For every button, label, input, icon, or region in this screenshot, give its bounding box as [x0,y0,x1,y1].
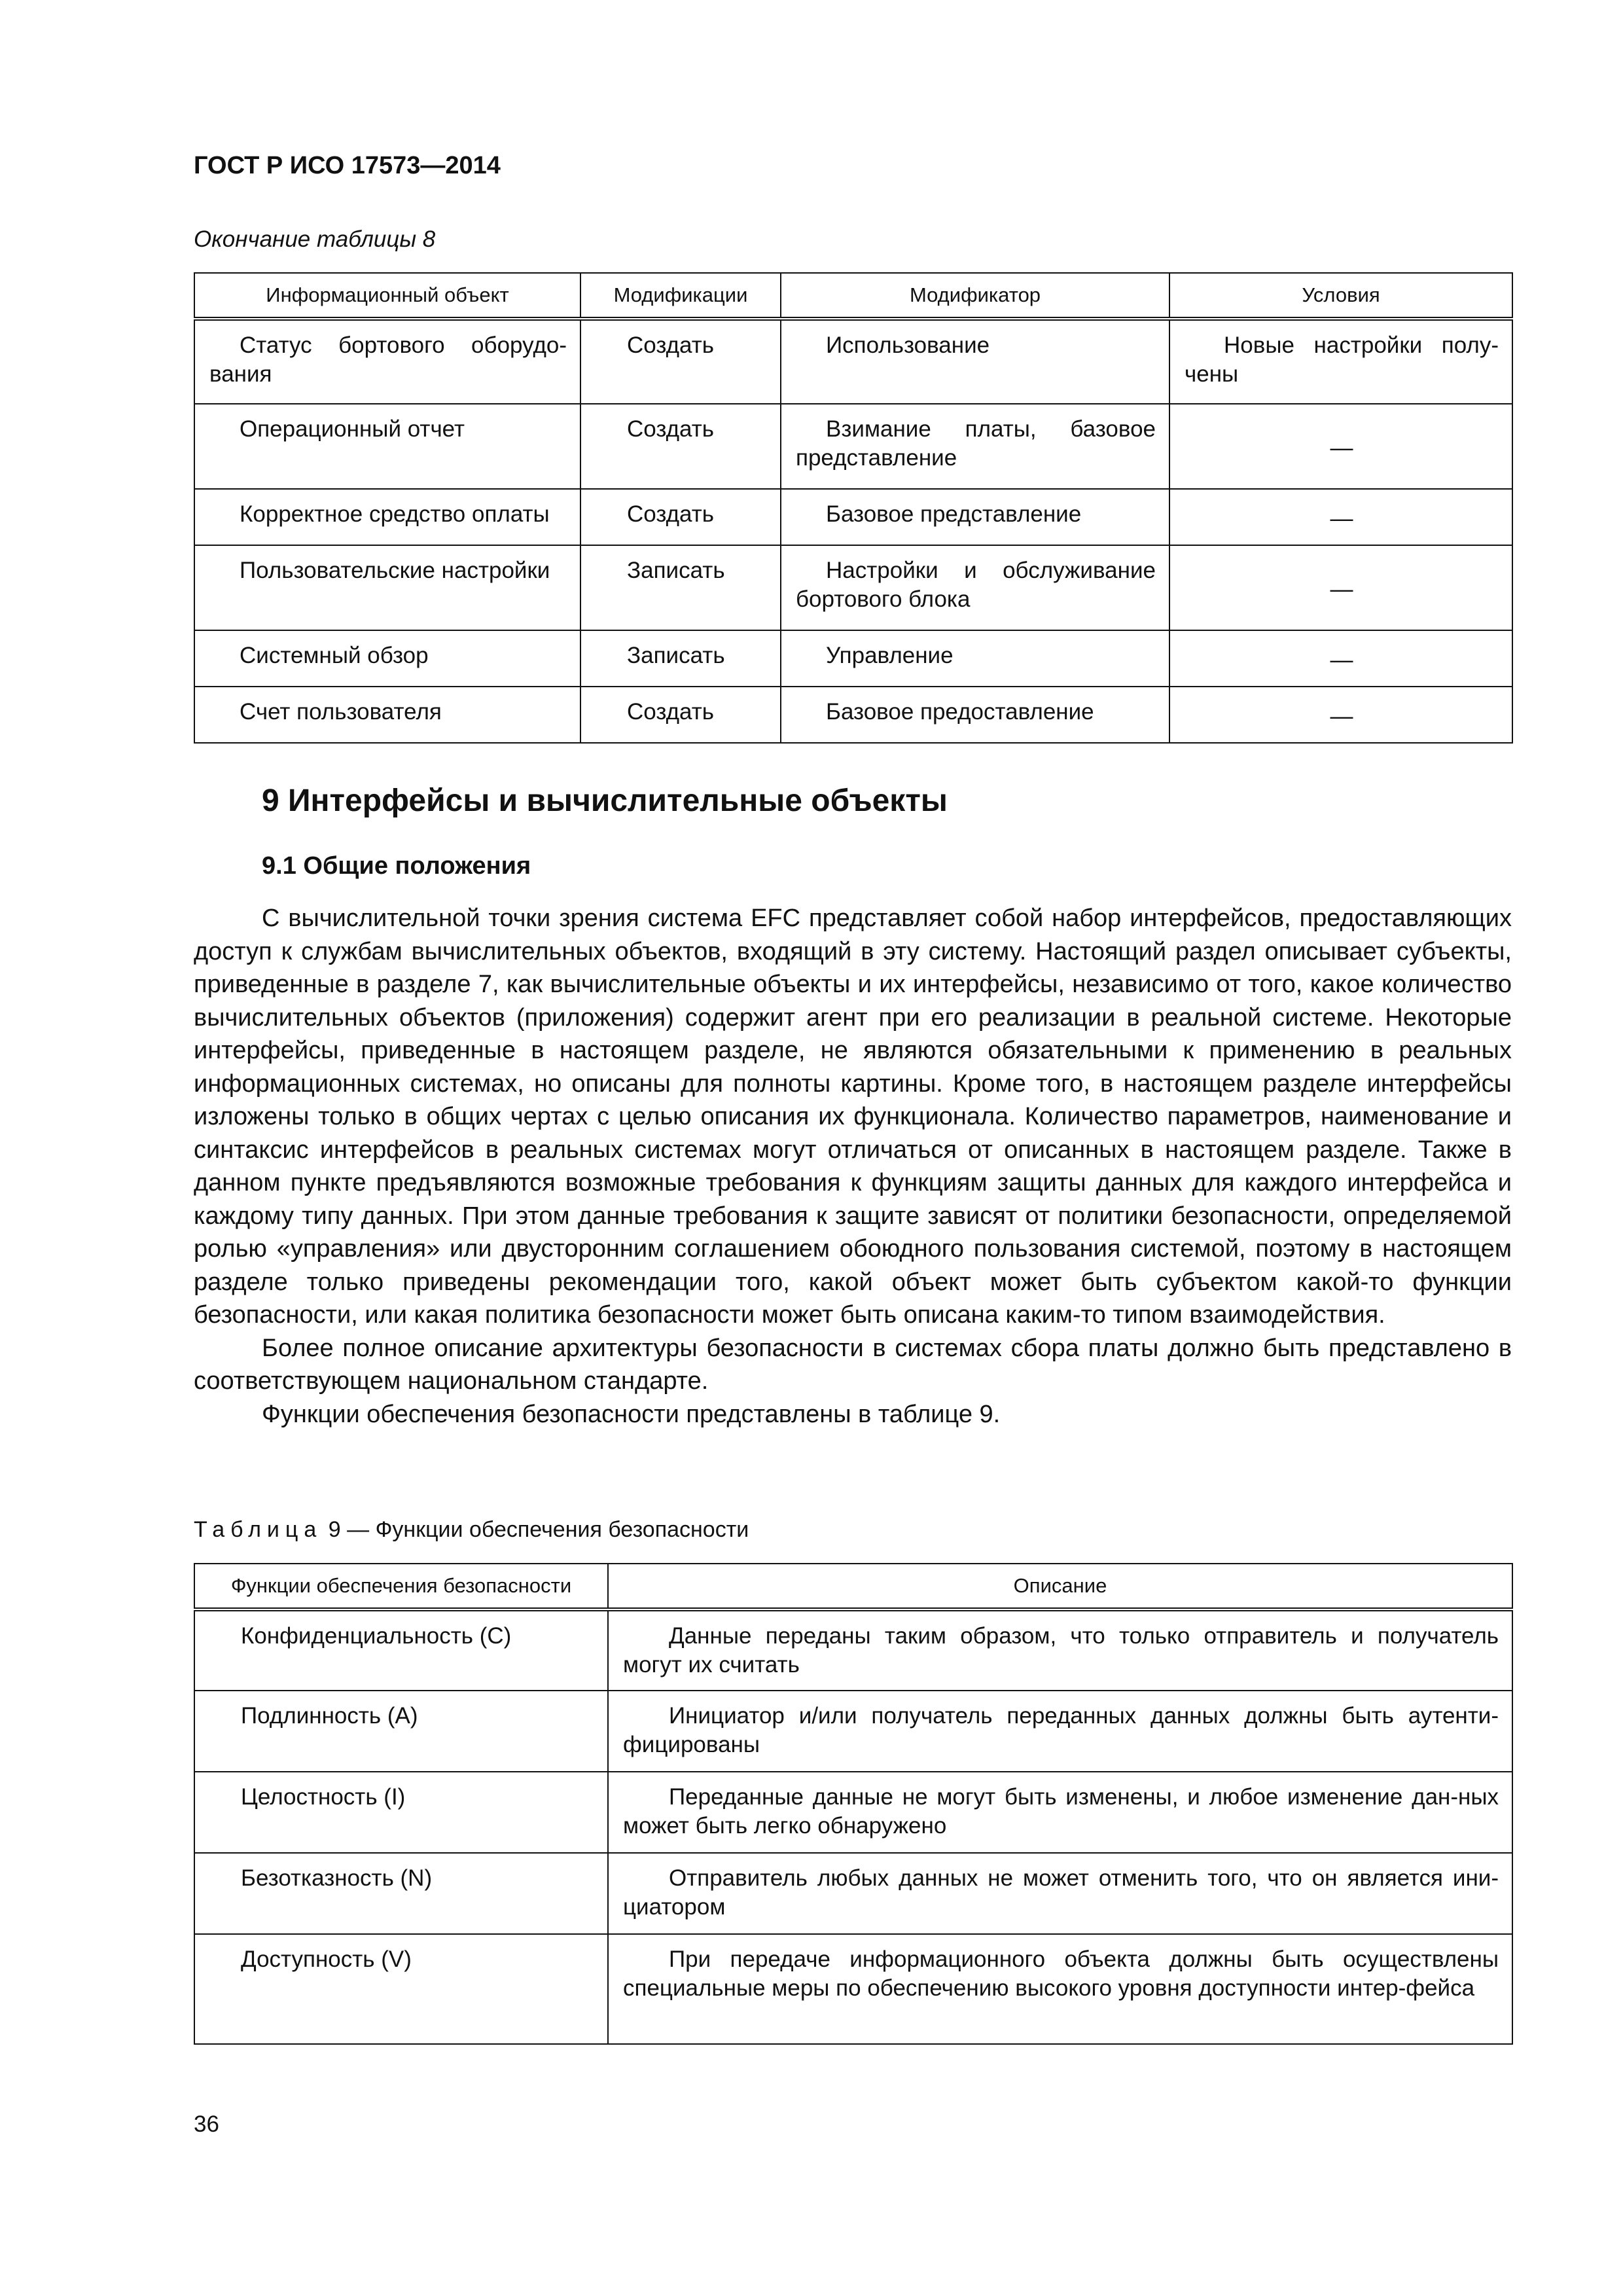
modification-cell: Записать [580,630,781,687]
modifier-cell: Использование [781,319,1169,404]
column-header: Информационный объект [194,273,580,319]
table-row [194,1853,1512,1934]
function-cell: Целостность (I) [194,1772,608,1853]
paragraph: Более полное описание архитектуры безопасности в системах сбора платы должно быть представлено в соответствующем национальном стандарте. [194,1334,1512,1395]
object-cell: Пользовательские настройки [194,545,580,630]
description-cell: Отправитель любых данных не может отменить того, что он является ини-циатором [608,1853,1512,1934]
table-caption-text: 9 — Функции обеспечения безопасности [328,1517,749,1542]
table-8 [194,272,1513,744]
modification-cell: Создать [580,687,781,743]
table-row [194,489,1512,545]
column-header: Условия [1169,273,1512,319]
condition-cell: — [1169,404,1512,489]
table-row [194,1772,1512,1853]
modification-cell: Создать [580,319,781,404]
table-caption-label: Таблица [194,1517,323,1542]
table-header-row [194,1564,1512,1609]
object-cell: Статус бортового оборудо-вания [194,319,580,404]
modifier-cell: Управление [781,630,1169,687]
modification-cell: Создать [580,489,781,545]
object-cell: Операционный отчет [194,404,580,489]
table-9 [194,1563,1513,2045]
function-cell: Подлинность (А) [194,1691,608,1772]
object-cell: Корректное средство оплаты [194,489,580,545]
column-header: Описание [608,1564,1512,1609]
column-header: Модификации [580,273,781,319]
table-row [194,545,1512,630]
condition-cell: — [1169,545,1512,630]
description-cell: Переданные данные не могут быть изменены, и любое изменение дан-ных может быть легко обнаружено [608,1772,1512,1853]
table-row [194,1934,1512,2044]
table-row [194,1609,1512,1691]
function-cell: Доступность (V) [194,1934,608,2044]
description-cell: При передаче информационного объекта должны быть осуществлены специальные меры по обеспечению высокого уровня доступности интер-фейса [608,1934,1512,2044]
modification-cell: Записать [580,545,781,630]
column-header: Модификатор [781,273,1169,319]
table-row [194,687,1512,743]
modification-cell: Создать [580,404,781,489]
condition-cell: — [1169,687,1512,743]
table-row [194,319,1512,404]
condition-cell: — [1169,630,1512,687]
object-cell: Системный обзор [194,630,580,687]
document-code: ГОСТ Р ИСО 17573—2014 [194,152,501,179]
modifier-cell: Взимание платы, базовое представление [781,404,1169,489]
subsection-heading: 9.1 Общие положения [262,852,531,880]
table-row [194,630,1512,687]
page-number: 36 [194,2111,219,2137]
column-header: Функции обеспечения безопасности [194,1564,608,1609]
paragraph: Функции обеспечения безопасности представлены в таблице 9. [262,1400,1001,1428]
condition-cell: — [1169,489,1512,545]
modifier-cell: Настройки и обслуживание бортового блока [781,545,1169,630]
table-row [194,1691,1512,1772]
description-cell: Данные переданы таким образом, что только отправитель и получатель могут их считать [608,1609,1512,1691]
section-heading: 9 Интерфейсы и вычислительные объекты [262,783,948,818]
table-9-caption [194,1517,749,1543]
function-cell: Конфиденциальность (C) [194,1609,608,1691]
table-header-row [194,273,1512,319]
modifier-cell: Базовое представление [781,489,1169,545]
function-cell: Безотказность (N) [194,1853,608,1934]
paragraph: С вычислительной точки зрения система EFC представляет собой набор интерфейсов, предоставляющих доступ к службам вычислительных объектов, входящий в эту систему. Настоящий раздел описывает субъекты, приведенные в разделе 7, как вычислительные объекты и их интерфейсы, независимо от того, какое количество вычислительных объектов (приложения) содержит агент при его реализации в реальной системе. Некоторые интерфейсы, приведенные в настоящем разделе, не являются обязательными к применению в реальных информационных системах, но описаны для полноты картины. Кроме того, в настоящем разделе интерфейсы изложены только в общих чертах с целью описания их функционала. Количество параметров, наименование и синтаксис интерфейсов в реальных системах могут отличаться от описанных в настоящем разделе. Также в данном пункте предъявляются возможные требования к функциям защиты данных для каждого интерфейса и каждому типу данных. При этом данные требования к защите зависят от политики безопасности, определяемой ролью «управления» или двусторонним соглашением обоюдного пользования системой, поэтому в настоящем разделе только приведены рекомендации того, какой объект может быть субъектом какой-то функции безопасности, или какая политика безопасности может быть описана каким-то типом взаимодействия. [194,905,1512,1329]
description-cell: Инициатор и/или получатель переданных данных должны быть аутенти-фицированы [608,1691,1512,1772]
modifier-cell: Базовое предоставление [781,687,1169,743]
table-8-continuation-caption: Окончание таблицы 8 [194,226,436,252]
table-row [194,404,1512,489]
condition-cell: Новые настройки полу-чены [1169,319,1512,404]
object-cell: Счет пользователя [194,687,580,743]
section-body [194,902,1512,1431]
